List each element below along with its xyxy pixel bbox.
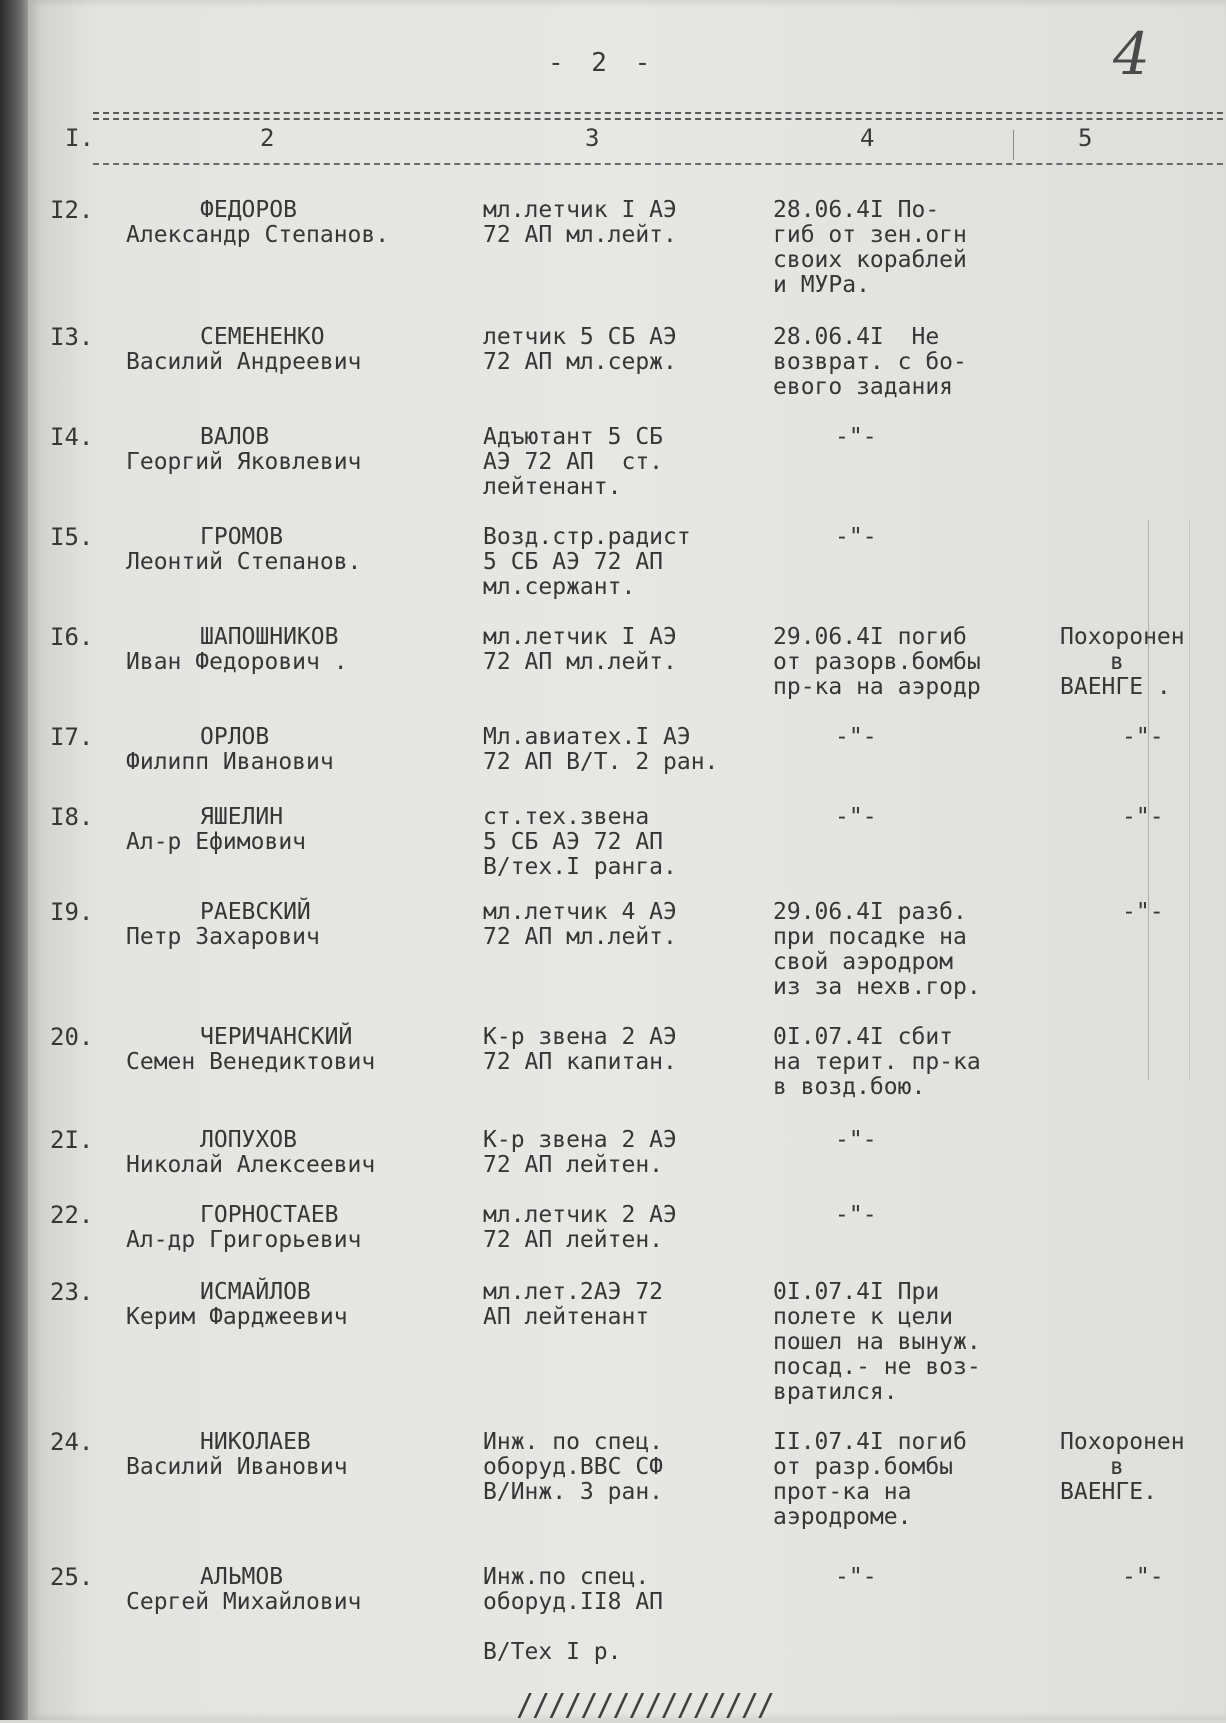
row-number: I2. bbox=[50, 196, 94, 224]
rank-unit-line: 72 АП мл.лейт. bbox=[483, 924, 677, 950]
document-sheet bbox=[28, 0, 1226, 1723]
row-number: 24. bbox=[50, 1428, 94, 1456]
row-number: 23. bbox=[50, 1278, 94, 1306]
row-number: 25. bbox=[50, 1563, 94, 1591]
given-name: Ал-др Григорьевич bbox=[126, 1227, 362, 1253]
given-name: Леонтий Степанов. bbox=[126, 549, 362, 575]
fate-line: 0I.07.4I При bbox=[773, 1279, 940, 1305]
surname: ВАЛОВ bbox=[200, 424, 270, 450]
given-name: Сергей Михайлович bbox=[126, 1589, 362, 1615]
surname: АЛЬМОВ bbox=[200, 1564, 284, 1590]
burial-line: ВАЕНГЕ . bbox=[1060, 674, 1171, 700]
surname: ШАПОШНИКОВ bbox=[200, 624, 339, 650]
given-name: Керим Фарджеевич bbox=[126, 1304, 348, 1330]
fate-line: посад.- не воз- bbox=[773, 1354, 981, 1380]
fate-line: на терит. пр-ка bbox=[773, 1049, 981, 1075]
surname: НИКОЛАЕВ bbox=[200, 1429, 311, 1455]
rank-unit-line: летчик 5 СБ АЭ bbox=[483, 324, 677, 350]
header-rule-top-2 bbox=[93, 118, 1226, 120]
burial-line: -"- bbox=[1122, 724, 1164, 750]
burial-line: -"- bbox=[1122, 804, 1164, 830]
fate-line: 28.06.4I Не bbox=[773, 324, 940, 350]
rank-unit-line: 72 АП капитан. bbox=[483, 1049, 677, 1075]
fate-line: -"- bbox=[835, 1202, 877, 1228]
fate-line: и МУРа. bbox=[773, 272, 870, 298]
fate-line: -"- bbox=[835, 524, 877, 550]
burial-line: -"- bbox=[1122, 1564, 1164, 1590]
row-number: I3. bbox=[50, 323, 94, 351]
surname: ЧЕРИЧАНСКИЙ bbox=[200, 1024, 353, 1050]
surname: ГРОМОВ bbox=[200, 524, 284, 550]
rank-unit-line: Мл.авиатех.I АЭ bbox=[483, 724, 691, 750]
given-name: Ал-р Ефимович bbox=[126, 829, 307, 855]
fate-line: из за нехв.гор. bbox=[773, 974, 981, 1000]
rank-unit-line: оборуд.ВВС СФ bbox=[483, 1454, 664, 1480]
given-name: Семен Венедиктович bbox=[126, 1049, 376, 1075]
fate-line: свой аэродром bbox=[773, 949, 954, 975]
given-name: Василий Иванович bbox=[126, 1454, 348, 1480]
rank-unit-line: АЭ 72 АП ст. bbox=[483, 449, 664, 475]
column-header-5: 5 bbox=[1078, 124, 1093, 152]
burial-line: Похоронен bbox=[1060, 1429, 1185, 1455]
given-name: Василий Андреевич bbox=[126, 349, 362, 375]
column-header-2: 2 bbox=[260, 124, 275, 152]
row-number: 20. bbox=[50, 1023, 94, 1051]
header-rule-bottom bbox=[93, 163, 1226, 165]
rank-unit-line: К-р звена 2 АЭ bbox=[483, 1024, 677, 1050]
surname: ИСМАЙЛОВ bbox=[200, 1279, 311, 1305]
fate-line: II.07.4I погиб bbox=[773, 1429, 967, 1455]
row-number: I9. bbox=[50, 898, 94, 926]
rank-unit-line: К-р звена 2 АЭ bbox=[483, 1127, 677, 1153]
rank-unit-line: 5 СБ АЭ 72 АП bbox=[483, 829, 664, 855]
fate-line: гиб от зен.огн bbox=[773, 222, 967, 248]
fate-line: своих кораблей bbox=[773, 247, 967, 273]
fate-line: евого задания bbox=[773, 374, 954, 400]
rank-unit-line: лейтенант. bbox=[483, 474, 622, 500]
end-marks: //////////////// bbox=[516, 1688, 773, 1723]
rank-unit-line: мл.летчик I АЭ bbox=[483, 624, 677, 650]
rank-unit-line: В/Инж. 3 ран. bbox=[483, 1479, 664, 1505]
surname: ЛОПУХОВ bbox=[200, 1127, 297, 1153]
rank-unit-line: оборуд.II8 АП bbox=[483, 1589, 664, 1615]
rank-unit-line: В/тех.I ранга. bbox=[483, 854, 677, 880]
row-number: I8. bbox=[50, 803, 94, 831]
burial-line: -"- bbox=[1122, 899, 1164, 925]
fate-line: -"- bbox=[835, 1127, 877, 1153]
rank-unit-line: Возд.стр.радист bbox=[483, 524, 691, 550]
rank-unit-line: мл.летчик 4 АЭ bbox=[483, 899, 677, 925]
fate-line: -"- bbox=[835, 424, 877, 450]
fate-line: при посадке на bbox=[773, 924, 967, 950]
row-number: I4. bbox=[50, 423, 94, 451]
surname: ГОРНОСТАЕВ bbox=[200, 1202, 339, 1228]
fate-line: полете к цели bbox=[773, 1304, 954, 1330]
rank-unit-line: Адъютант 5 СБ bbox=[483, 424, 664, 450]
fate-line: от разр.бомбы bbox=[773, 1454, 954, 1480]
column-header-4: 4 bbox=[860, 124, 875, 152]
row-number: I6. bbox=[50, 623, 94, 651]
given-name: Иван Федорович . bbox=[126, 649, 348, 675]
fate-line: аэродроме. bbox=[773, 1504, 912, 1530]
rank-unit-line: 72 АП мл.лейт. bbox=[483, 649, 677, 675]
rank-unit-line: 72 АП мл.лейт. bbox=[483, 222, 677, 248]
row-number: I5. bbox=[50, 523, 94, 551]
rank-unit-line: 72 АП мл.серж. bbox=[483, 349, 677, 375]
archive-corner-mark: 4 bbox=[1113, 20, 1150, 88]
rank-unit-line: мл.летчик I АЭ bbox=[483, 197, 677, 223]
fate-line: прот-ка на bbox=[773, 1479, 912, 1505]
burial-line: Похоронен bbox=[1060, 624, 1185, 650]
column-header-1: I. bbox=[65, 124, 94, 152]
rank-unit-line: 5 СБ АЭ 72 АП bbox=[483, 549, 664, 575]
rank-unit-line: ст.тех.звена bbox=[483, 804, 650, 830]
rank-unit-line: мл.сержант. bbox=[483, 574, 636, 600]
fate-line: от разорв.бомбы bbox=[773, 649, 981, 675]
surname: ОРЛОВ bbox=[200, 724, 270, 750]
fate-line: вратился. bbox=[773, 1379, 898, 1405]
fate-line: 28.06.4I По- bbox=[773, 197, 940, 223]
given-name: Александр Степанов. bbox=[126, 222, 390, 248]
rank-unit-line: мл.летчик 2 АЭ bbox=[483, 1202, 677, 1228]
surname: ФЕДОРОВ bbox=[200, 197, 297, 223]
given-name: Николай Алексеевич bbox=[126, 1152, 376, 1178]
row-number: I7. bbox=[50, 723, 94, 751]
column-header-3: 3 bbox=[585, 124, 600, 152]
given-name: Георгий Яковлевич bbox=[126, 449, 362, 475]
burial-line: в bbox=[1110, 1454, 1124, 1480]
rank-unit-line: мл.лет.2АЭ 72 bbox=[483, 1279, 664, 1305]
rank-unit-line: В/Тех I р. bbox=[483, 1639, 622, 1665]
rank-unit-line: 72 АП В/Т. 2 ран. bbox=[483, 749, 719, 775]
rank-unit-line: Инж. по спец. bbox=[483, 1429, 664, 1455]
surname: СЕМЕНЕНКО bbox=[200, 324, 325, 350]
fate-line: 0I.07.4I сбит bbox=[773, 1024, 954, 1050]
fate-line: в возд.бою. bbox=[773, 1074, 926, 1100]
row-number: 2I. bbox=[50, 1126, 94, 1154]
fate-line: пошел на вынуж. bbox=[773, 1329, 981, 1355]
fate-line: -"- bbox=[835, 1564, 877, 1590]
row-number: 22. bbox=[50, 1201, 94, 1229]
header-rule-top bbox=[93, 112, 1226, 114]
paper-crease bbox=[1148, 520, 1190, 1080]
rank-unit-line: Инж.по спец. bbox=[483, 1564, 650, 1590]
burial-line: ВАЕНГЕ. bbox=[1060, 1479, 1157, 1505]
fate-line: 29.06.4I погиб bbox=[773, 624, 967, 650]
fate-line: возврат. с бо- bbox=[773, 349, 967, 375]
rank-unit-line: 72 АП лейтен. bbox=[483, 1152, 664, 1178]
given-name: Филипп Иванович bbox=[126, 749, 334, 775]
surname: РАЕВСКИЙ bbox=[200, 899, 311, 925]
rank-unit-line: 72 АП лейтен. bbox=[483, 1227, 664, 1253]
surname: ЯШЕЛИН bbox=[200, 804, 284, 830]
column-divider bbox=[1013, 130, 1014, 160]
fate-line: -"- bbox=[835, 804, 877, 830]
page-number: - 2 - bbox=[548, 48, 657, 78]
fate-line: 29.06.4I разб. bbox=[773, 899, 967, 925]
given-name: Петр Захарович bbox=[126, 924, 320, 950]
fate-line: -"- bbox=[835, 724, 877, 750]
fate-line: пр-ка на аэродр bbox=[773, 674, 981, 700]
burial-line: в bbox=[1110, 649, 1124, 675]
rank-unit-line: АП лейтенант bbox=[483, 1304, 650, 1330]
